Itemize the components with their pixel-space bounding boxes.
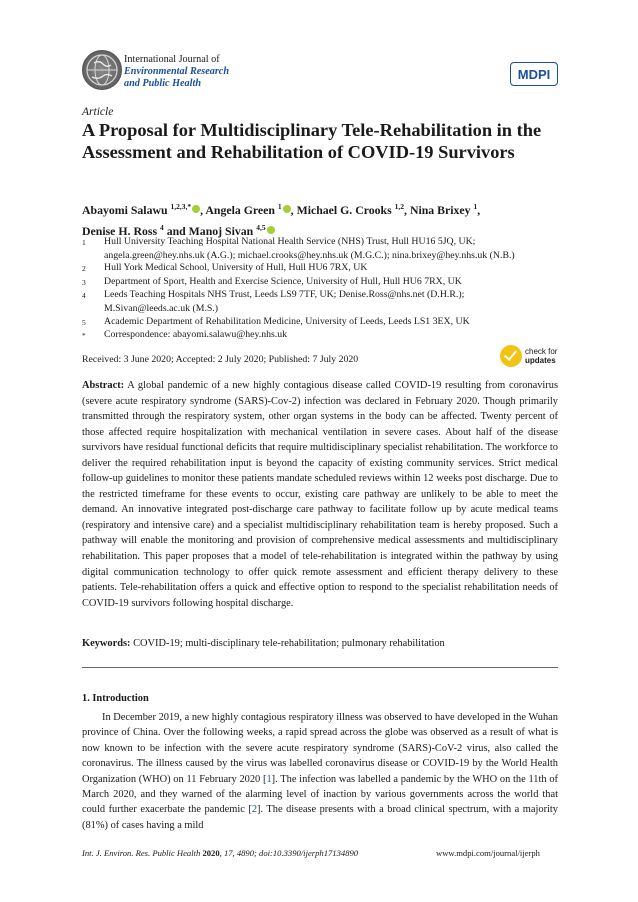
intro-text-3: ]. The disease presents with a broad clinical spectrum, with a majority (81%) of cases having a mild: [82, 804, 558, 831]
author-affiliation-marker: 1,2,3,*: [170, 202, 192, 211]
journal-name-line3: and Public Health: [124, 78, 201, 89]
check-for-updates-button[interactable]: [500, 342, 558, 370]
author-name[interactable]: Abayomi Salawu: [82, 202, 168, 217]
author-separator: ,: [290, 202, 297, 217]
author-name[interactable]: Manoj Sivan: [188, 223, 254, 238]
publisher-logo: MDPI: [510, 62, 558, 86]
journal-name: [124, 54, 229, 90]
intro-text-1: In December 2019, a new highly contagious respiratory illness was observed to have developed in the Wuhan province of China. Over the following weeks, a rapid spread across the globe was observed as a result of what is now known to be infection with the severe acute respiratory syndrome (SARS)-CoV-2 virus, also called the coronavirus. The illness caused by the virus was labelled coronavirus disease or COVID-19 by the World Health Organization (WHO) on 11 February 2020 [: [82, 712, 558, 785]
author-affiliation-marker: 4,5: [256, 222, 266, 232]
affiliation-number: 2: [82, 264, 86, 274]
affiliation-number: 4: [82, 291, 86, 301]
author-list: [82, 198, 562, 240]
affiliation-number: 5: [82, 317, 86, 327]
affiliation-item: [82, 316, 562, 330]
author-name[interactable]: Michael G. Crooks: [296, 202, 392, 217]
section-heading: 1. Introduction: [82, 693, 149, 704]
affiliation-text: Hull York Medical School, University of Hull, Hull HU6 7RX, UK: [104, 262, 368, 274]
affiliation-list: [82, 236, 562, 343]
affiliation-item: [82, 303, 562, 316]
paper-title: A Proposal for Multidisciplinary Tele-Rehabilitation in the Assessment and Rehabilitation of COVID-19 Survivors: [82, 120, 542, 162]
affiliation-text: Leeds Teaching Hospitals NHS Trust, Leeds LS9 7TF, UK; Denise.Ross@nhs.net (D.H.R.);: [104, 289, 465, 301]
keywords: [82, 638, 558, 649]
affiliation-item: [82, 289, 562, 303]
intro-text-2: ]. The infection was labelled a pandemic by the WHO on the 11th of March 2020, and they warned of the alarming level of inaction by various governments across the world that could further exacerbate the pandemic [: [82, 773, 558, 816]
orcid-icon[interactable]: [283, 205, 291, 213]
keywords-text: COVID-19; multi-disciplinary tele-rehabilitation; pulmonary rehabilitation: [133, 638, 445, 649]
globe-icon: [83, 51, 121, 89]
author-affiliation-marker: 4: [160, 222, 164, 232]
orcid-icon[interactable]: [192, 205, 200, 213]
journal-logo: [82, 50, 122, 90]
check-updates-line1: check for: [525, 347, 558, 356]
affiliation-number: 3: [82, 277, 86, 287]
affiliation-number: [82, 250, 104, 263]
author-name[interactable]: Nina Brixey: [409, 202, 471, 217]
affiliation-text: Correspondence: abayomi.salawu@hey.nhs.uk: [104, 329, 288, 341]
affiliation-text: Academic Department of Rehabilitation Medicine, University of Leeds, Leeds LS1 3EX, UK: [104, 315, 470, 327]
journal-name-line2: Environmental Research: [124, 66, 229, 77]
author-separator: and: [163, 223, 189, 238]
check-updates-line2: updates: [525, 356, 556, 365]
affiliation-text: Department of Sport, Health and Exercise Science, University of Hull, Hull HU6 7RX, UK: [104, 275, 462, 287]
footer-url[interactable]: www.mdpi.com/journal/ijerph: [436, 848, 540, 858]
affiliation-item: [82, 250, 562, 263]
article-type: Article: [82, 106, 114, 118]
journal-name-line1: International Journal of: [124, 54, 220, 65]
footer-citation: [82, 848, 358, 858]
abstract: [82, 378, 558, 611]
keywords-label: Keywords:: [82, 638, 131, 649]
author-separator: ,: [477, 202, 481, 217]
checkmark-icon: [500, 345, 522, 367]
check-for-updates-label: [525, 347, 557, 365]
abstract-label: Abstract:: [82, 380, 125, 391]
affiliation-number: 1: [82, 238, 86, 247]
footer-doi: , 17, 4890; doi:10.3390/ijerph17134890: [219, 848, 359, 858]
author-affiliation-marker: 1: [277, 202, 282, 211]
affiliation-item: [82, 329, 562, 343]
introduction-paragraph: [82, 710, 558, 833]
author-name[interactable]: Denise H. Ross: [82, 223, 158, 238]
author-affiliation-marker: 1: [473, 202, 478, 211]
footer-year: 2020: [202, 848, 220, 858]
affiliation-item: [82, 236, 562, 250]
author-name[interactable]: Angela Green: [205, 202, 275, 217]
citation-link-2[interactable]: 2: [251, 804, 258, 816]
affiliation-text: M.Sivan@leeds.ac.uk (M.S.): [104, 302, 219, 314]
abstract-text: A global pandemic of a new highly contagious disease called COVID-19 resulting from coronavirus (severe acute respiratory syndrome (SARS)-Cov-2) infection was declared in February 2020. Though primarily transmitted through the respiratory system, other organ systems in the body can be affected. Twenty percent of those affected require hospitalization with mechanical ventilation in severe cases. About half of the disease survivors have residual functional deficits that require multidisciplinary specialist rehabilitation. The workforce to deliver the required rehabilitation input is beyond the capacity of existing community services. Strict medical follow-up guidelines to monitor these patients mandate scheduled reviews within 12 weeks post discharge. Due to the restricted timeframe for these events to occur, existing care pathway are unlikely to be able to meet the demand. An innovative integrated post-discharge care pathway to facilitate follow up by acute medical teams (respiratory and intensive care) and a specialist multidisciplinary rehabilitation team is hereby proposed. Such a pathway will enable the monitoring and provision of comprehensive medical assessments and multidisciplinary rehabilitation. This paper proposes that a model of tele-rehabilitation is integrated within the pathway by using digital communication technology to offer quick remote assessment and efficient therapy delivery to these patients. Tele-rehabilitation offers a quick and effective option to respond to the specialist rehabilitation needs of COVID-19 survivors following hospital discharge.: [82, 380, 559, 609]
affiliation-item: [82, 262, 562, 276]
divider: [82, 667, 558, 668]
author-affiliation-marker: 1,2: [394, 202, 405, 211]
author-separator: ,: [200, 202, 206, 217]
affiliation-number: *: [82, 331, 86, 341]
footer-journal: Int. J. Environ. Res. Public Health: [82, 848, 201, 858]
affiliation-text: angela.green@hey.nhs.uk (A.G.); michael.crooks@hey.nhs.uk (M.G.C.); nina.brixey@hey.nhs.uk (N.B.): [104, 249, 515, 261]
publication-dates: Received: 3 June 2020; Accepted: 2 July 2020; Published: 7 July 2020: [82, 354, 359, 365]
affiliation-item: [82, 276, 562, 290]
author-separator: ,: [404, 202, 410, 217]
affiliation-text: Hull University Teaching Hospital National Health Service (NHS) Trust, Hull HU16 5JQ, UK;: [104, 236, 476, 247]
affiliation-number: [82, 303, 104, 316]
citation-link-1[interactable]: 1: [266, 773, 272, 785]
orcid-icon[interactable]: [267, 226, 275, 234]
